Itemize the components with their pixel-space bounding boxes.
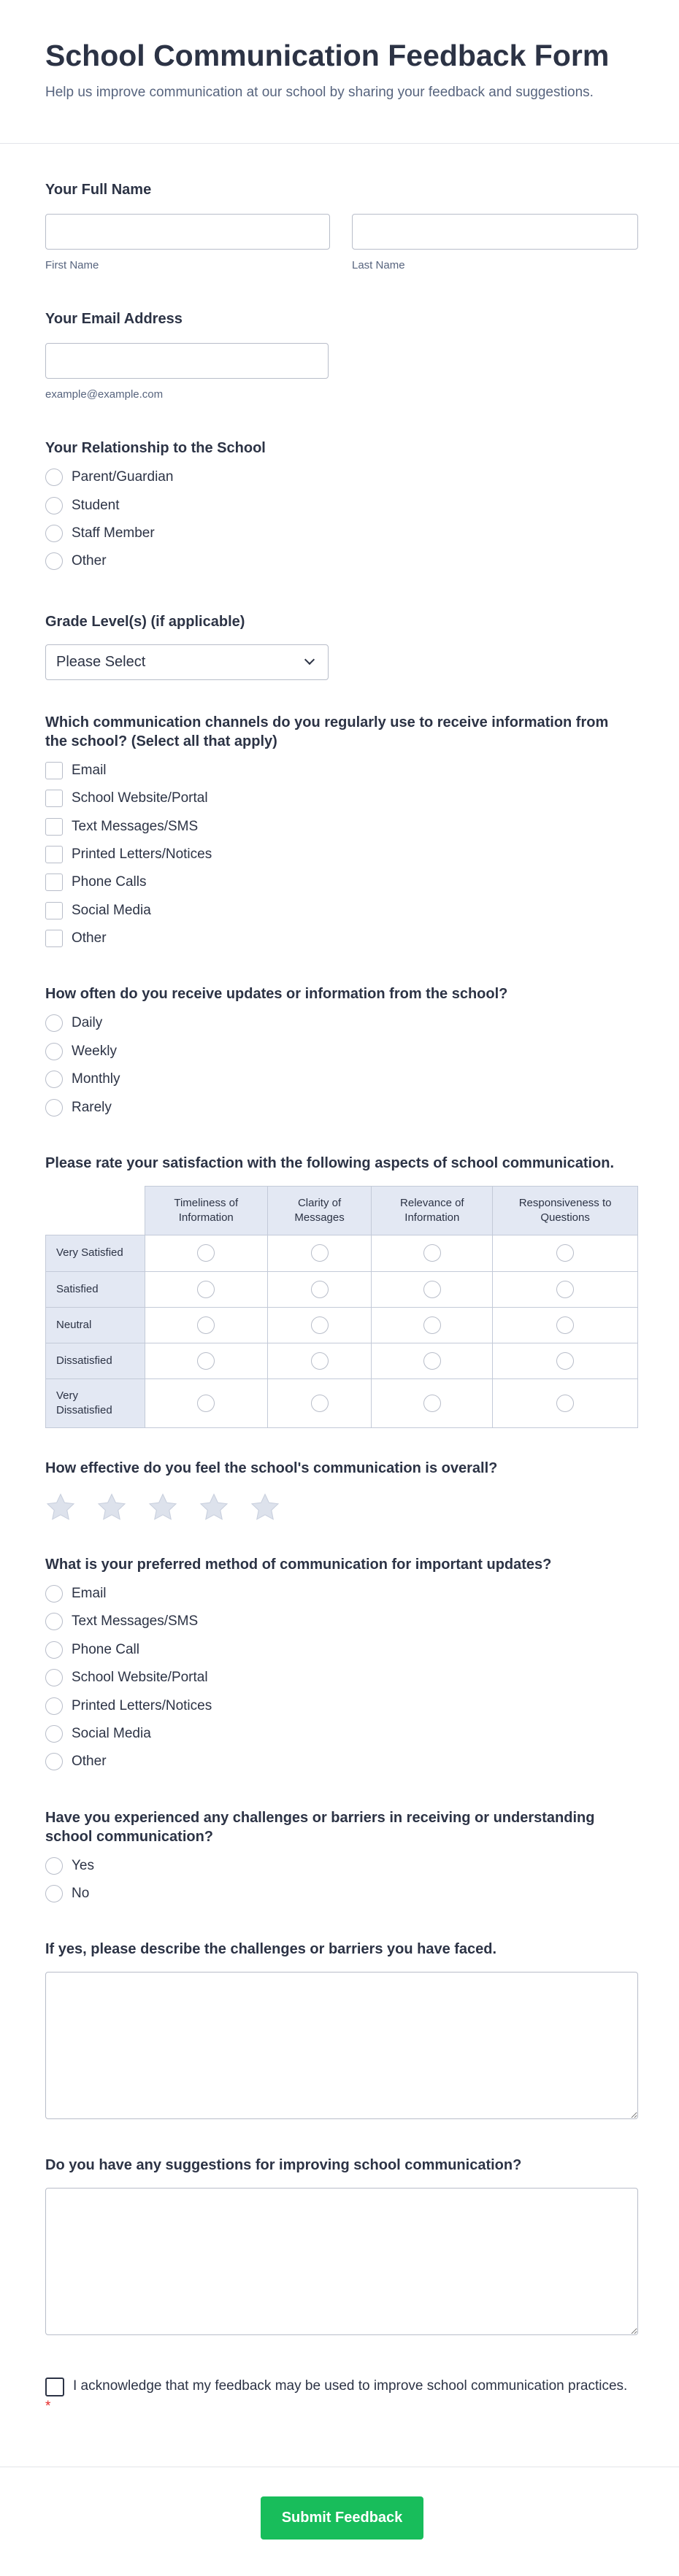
- matrix-cell[interactable]: [372, 1271, 493, 1307]
- radio-button[interactable]: [45, 1585, 63, 1603]
- preferred-option[interactable]: [45, 1692, 634, 1719]
- radio-button[interactable]: [45, 552, 63, 570]
- last-name-sublabel: Last Name: [352, 259, 405, 271]
- matrix-row-label: Dissatisfied: [46, 1343, 145, 1378]
- option-label: Phone Call: [72, 1641, 139, 1657]
- matrix-column-header: Relevance of Information: [372, 1186, 493, 1235]
- matrix-corner: [46, 1186, 145, 1235]
- radio-button[interactable]: [45, 1099, 63, 1117]
- checkbox[interactable]: [45, 902, 63, 919]
- radio-button[interactable]: [197, 1244, 215, 1262]
- relationship-label: Your Relationship to the School: [45, 440, 266, 456]
- radio-button[interactable]: [311, 1281, 329, 1298]
- option-label: School Website/Portal: [72, 790, 208, 806]
- radio-button[interactable]: [45, 1697, 63, 1715]
- option-label: Yes: [72, 1857, 94, 1873]
- matrix-cell[interactable]: [267, 1378, 372, 1427]
- radio-button[interactable]: [45, 1613, 63, 1630]
- radio-button[interactable]: [556, 1316, 574, 1334]
- radio-button[interactable]: [197, 1395, 215, 1412]
- radio-button[interactable]: [45, 1641, 63, 1659]
- satisfaction-question: [45, 1122, 634, 1428]
- matrix-cell[interactable]: [145, 1235, 267, 1271]
- option-label: Social Media: [72, 1726, 151, 1741]
- matrix-cell[interactable]: [267, 1235, 372, 1271]
- email-sublabel: example@example.com: [45, 388, 164, 401]
- email-input[interactable]: [45, 343, 329, 379]
- first-name-input[interactable]: [45, 214, 330, 250]
- matrix-row-label: Neutral: [46, 1307, 145, 1343]
- grade-select-value: Please Select: [56, 653, 146, 670]
- satisfaction-label: Please rate your satisfaction with the following aspects of school communication.: [45, 1154, 615, 1171]
- grade-question: [45, 576, 634, 680]
- radio-button[interactable]: [423, 1244, 441, 1262]
- radio-button[interactable]: [45, 1071, 63, 1088]
- relationship-question: [45, 402, 634, 576]
- radio-button[interactable]: [423, 1316, 441, 1334]
- option-label: Other: [72, 930, 107, 946]
- matrix-cell[interactable]: [145, 1307, 267, 1343]
- radio-button[interactable]: [197, 1352, 215, 1370]
- channels-question: [45, 680, 634, 953]
- challenges-option[interactable]: [45, 1852, 634, 1880]
- option-label: Other: [72, 553, 107, 569]
- radio-button[interactable]: [556, 1352, 574, 1370]
- suggestions-textarea[interactable]: [45, 2188, 638, 2335]
- option-label: Printed Letters/Notices: [72, 846, 212, 862]
- acknowledge-checkbox-row[interactable]: [45, 2376, 634, 2417]
- acknowledge-text-wrap: [45, 2376, 634, 2417]
- describe-textarea[interactable]: [45, 1972, 638, 2119]
- suggestions-label: Do you have any suggestions for improving school communication?: [45, 2157, 522, 2174]
- challenges-question: [45, 1776, 634, 1908]
- matrix-cell[interactable]: [145, 1378, 267, 1427]
- option-label: No: [72, 1886, 90, 1902]
- radio-button[interactable]: [45, 497, 63, 514]
- full-name-label: Your Full Name: [45, 182, 152, 198]
- radio-button[interactable]: [423, 1281, 441, 1298]
- form-title: School Communication Feedback Form: [45, 39, 610, 72]
- option-label: Monthly: [72, 1071, 120, 1087]
- radio-button[interactable]: [556, 1244, 574, 1262]
- radio-button[interactable]: [197, 1316, 215, 1334]
- effectiveness-label: How effective do you feel the school's communication is overall?: [45, 1459, 498, 1476]
- option-label: Parent/Guardian: [72, 469, 174, 485]
- star-icon[interactable]: [147, 1492, 178, 1523]
- radio-button[interactable]: [45, 1753, 63, 1770]
- option-label: Text Messages/SMS: [72, 818, 199, 834]
- challenges-label: Have you experienced any challenges or barriers in receiving or understanding school communication?: [45, 1809, 595, 1845]
- matrix-cell[interactable]: [493, 1378, 638, 1427]
- form-footer: [0, 2467, 679, 2576]
- frequency-question: [45, 952, 634, 1122]
- radio-button[interactable]: [45, 1857, 63, 1875]
- grade-label: Grade Level(s) (if applicable): [45, 613, 245, 630]
- checkbox[interactable]: [45, 818, 63, 836]
- star-icon[interactable]: [250, 1492, 280, 1523]
- matrix-column-header: Responsiveness to Questions: [493, 1186, 638, 1235]
- email-label: Your Email Address: [45, 311, 183, 327]
- relationship-option[interactable]: [45, 463, 634, 491]
- radio-button[interactable]: [45, 525, 63, 542]
- option-label: Rarely: [72, 1099, 112, 1115]
- radio-button[interactable]: [311, 1352, 329, 1370]
- chevron-down-icon: [304, 655, 315, 665]
- acknowledge-question: [45, 2335, 634, 2467]
- preferred-option[interactable]: [45, 1720, 634, 1748]
- matrix-row-label: Very Dissatisfied: [46, 1378, 145, 1427]
- suggestions-question: [45, 2119, 634, 2335]
- option-label: Weekly: [72, 1043, 117, 1059]
- last-name-input[interactable]: [352, 214, 638, 250]
- matrix-cell[interactable]: [493, 1271, 638, 1307]
- matrix-row-label: Satisfied: [46, 1271, 145, 1307]
- matrix-cell[interactable]: [493, 1307, 638, 1343]
- matrix-cell[interactable]: [372, 1307, 493, 1343]
- form-subtitle: Help us improve communication at our school by sharing your feedback and suggestions.: [45, 85, 594, 100]
- first-name-sublabel: First Name: [45, 259, 99, 271]
- matrix-column-header: Timeliness of Information: [145, 1186, 267, 1235]
- effectiveness-question: [45, 1428, 634, 1523]
- star-rating: [45, 1492, 634, 1523]
- checkbox[interactable]: [45, 790, 63, 807]
- option-label: Text Messages/SMS: [72, 1613, 199, 1630]
- preferred-label: What is your preferred method of communication for important updates?: [45, 1556, 552, 1573]
- option-label: Social Media: [72, 902, 151, 918]
- option-label: Email: [72, 1586, 107, 1602]
- matrix-cell[interactable]: [493, 1343, 638, 1378]
- radio-button[interactable]: [423, 1395, 441, 1412]
- option-label: School Website/Portal: [72, 1670, 208, 1686]
- radio-button[interactable]: [423, 1352, 441, 1370]
- channel-option[interactable]: [45, 757, 634, 784]
- checkbox[interactable]: [45, 874, 63, 891]
- option-label: Other: [72, 1754, 107, 1770]
- matrix-cell[interactable]: [145, 1343, 267, 1378]
- frequency-label: How often do you receive updates or information from the school?: [45, 986, 508, 1003]
- describe-label: If yes, please describe the challenges or barriers you have faced.: [45, 1941, 497, 1958]
- option-label: Student: [72, 497, 120, 513]
- frequency-option[interactable]: [45, 1038, 634, 1065]
- acknowledge-text: I acknowledge that my feedback may be used to improve school communication practices.: [73, 2378, 628, 2394]
- star-icon[interactable]: [96, 1492, 127, 1523]
- option-label: Email: [72, 762, 107, 778]
- star-icon[interactable]: [45, 1492, 76, 1523]
- preferred-option[interactable]: [45, 1636, 634, 1664]
- radio-button[interactable]: [45, 1885, 63, 1902]
- matrix-cell[interactable]: [372, 1235, 493, 1271]
- preferred-question: [45, 1523, 634, 1776]
- matrix-column-header: Clarity of Messages: [267, 1186, 372, 1235]
- channel-option[interactable]: [45, 841, 634, 868]
- frequency-option[interactable]: [45, 1093, 634, 1121]
- channel-option[interactable]: [45, 868, 634, 896]
- form-header: [0, 0, 679, 144]
- channel-option[interactable]: [45, 925, 634, 952]
- matrix-cell[interactable]: [145, 1271, 267, 1307]
- relationship-option[interactable]: [45, 520, 634, 547]
- required-mark: *: [45, 2399, 51, 2415]
- matrix-cell[interactable]: [372, 1343, 493, 1378]
- radio-button[interactable]: [556, 1395, 574, 1412]
- radio-button[interactable]: [311, 1395, 329, 1412]
- matrix-cell[interactable]: [267, 1307, 372, 1343]
- option-label: Phone Calls: [72, 874, 147, 890]
- checkbox[interactable]: [45, 762, 63, 779]
- radio-button[interactable]: [556, 1281, 574, 1298]
- checkbox[interactable]: [45, 930, 63, 947]
- preferred-option[interactable]: [45, 1580, 634, 1608]
- option-label: Staff Member: [72, 525, 155, 541]
- star-icon[interactable]: [199, 1492, 229, 1523]
- radio-button[interactable]: [45, 1043, 63, 1060]
- describe-question: [45, 1908, 634, 2119]
- challenges-option[interactable]: [45, 1880, 634, 1908]
- preferred-option[interactable]: [45, 1664, 634, 1692]
- channels-label: Which communication channels do you regularly use to receive information from the school? (Select all that apply): [45, 714, 609, 749]
- option-label: Printed Letters/Notices: [72, 1697, 212, 1713]
- full-name-question: [45, 144, 634, 273]
- channel-option[interactable]: [45, 812, 634, 840]
- form-body: [0, 144, 679, 2467]
- checkbox[interactable]: [45, 846, 63, 863]
- radio-button[interactable]: [311, 1316, 329, 1334]
- matrix-cell[interactable]: [267, 1271, 372, 1307]
- satisfaction-matrix: [45, 1186, 638, 1428]
- radio-button[interactable]: [45, 1725, 63, 1743]
- preferred-option[interactable]: [45, 1748, 634, 1775]
- matrix-cell[interactable]: [372, 1378, 493, 1427]
- radio-button[interactable]: [311, 1244, 329, 1262]
- preferred-option[interactable]: [45, 1608, 634, 1635]
- option-label: Daily: [72, 1015, 103, 1031]
- frequency-option[interactable]: [45, 1065, 634, 1093]
- relationship-option[interactable]: [45, 547, 634, 575]
- email-question: [45, 273, 634, 402]
- radio-button[interactable]: [45, 468, 63, 486]
- channel-option[interactable]: [45, 784, 634, 812]
- radio-button[interactable]: [197, 1281, 215, 1298]
- submit-button[interactable]: Submit Feedback: [261, 2496, 423, 2540]
- frequency-option[interactable]: [45, 1009, 634, 1037]
- relationship-option[interactable]: [45, 491, 634, 519]
- radio-button[interactable]: [45, 1669, 63, 1686]
- channel-option[interactable]: [45, 897, 634, 925]
- matrix-row-label: Very Satisfied: [46, 1235, 145, 1271]
- matrix-cell[interactable]: [493, 1235, 638, 1271]
- radio-button[interactable]: [45, 1014, 63, 1032]
- grade-select[interactable]: [45, 644, 329, 680]
- matrix-cell[interactable]: [267, 1343, 372, 1378]
